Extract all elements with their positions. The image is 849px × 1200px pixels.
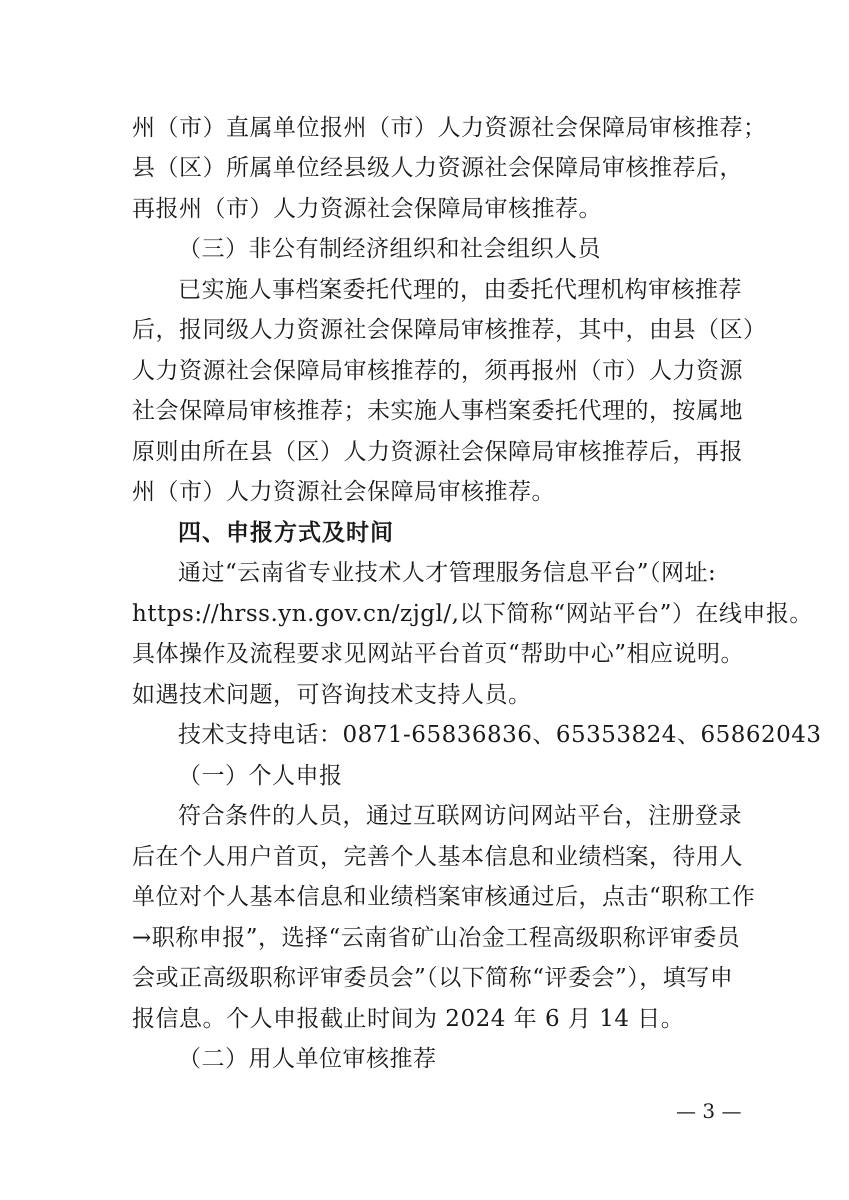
support-phone-line: 技术支持电话：0871-65836836、65353824、65862043 <box>178 722 822 748</box>
paragraph-line: 会或正高级职称评审委员会”（以下简称“评委会”），填写申 <box>132 965 734 991</box>
paragraph-line: 单位对个人基本信息和业绩档案审核通过后，点击“职称工作 <box>132 884 756 910</box>
paragraph-line: 州（市）直属单位报州（市）人力资源社会保障局审核推荐； <box>132 115 767 141</box>
paragraph-line: 报信息。个人申报截止时间为 2024 年 6 月 14 日。 <box>132 1006 685 1032</box>
paragraph-line: 已实施人事档案委托代理的，由委托代理机构审核推荐 <box>178 277 742 303</box>
paragraph-line: 后在个人用户首页，完善个人基本信息和业绩档案，待用人 <box>132 844 743 870</box>
paragraph-line: 州（市）人力资源社会保障局审核推荐。 <box>132 479 555 505</box>
subsection-heading: （二）用人单位审核推荐 <box>178 1046 437 1072</box>
paragraph-line: 具体操作及流程要求见网站平台首页“帮助中心”相应说明。 <box>132 641 745 667</box>
subsection-heading: （三）非公有制经济组织和社会组织人员 <box>178 236 601 262</box>
paragraph-line: https://hrss.yn.gov.cn/zjgl/,以下简称“网站平台”）在线申报。 <box>132 601 813 627</box>
paragraph-line: 后，报同级人力资源社会保障局审核推荐，其中，由县（区） <box>132 317 767 343</box>
page-number: — 3 — <box>676 1099 742 1123</box>
paragraph-line: 符合条件的人员，通过互联网访问网站平台，注册登录 <box>178 803 742 829</box>
paragraph-line: 人力资源社会保障局审核推荐的，须再报州（市）人力资源 <box>132 358 743 384</box>
paragraph-line: 如遇技术问题，可咨询技术支持人员。 <box>132 682 532 708</box>
paragraph-line: 县（区）所属单位经县级人力资源社会保障局审核推荐后， <box>132 155 743 181</box>
paragraph-line: →职称申报”，选择“云南省矿山冶金工程高级职称评审委员 <box>132 925 741 951</box>
paragraph-line: 原则由所在县（区）人力资源社会保障局审核推荐后，再报 <box>132 439 743 465</box>
paragraph-line: 通过“云南省专业技术人才管理服务信息平台”（网址: <box>178 560 717 586</box>
paragraph-line: 再报州（市）人力资源社会保障局审核推荐。 <box>132 196 602 222</box>
subsection-heading: （一）个人申报 <box>178 763 343 789</box>
paragraph-line: 社会保障局审核推荐；未实施人事档案委托代理的，按属地 <box>132 398 743 424</box>
section-heading: 四、申报方式及时间 <box>178 520 394 546</box>
